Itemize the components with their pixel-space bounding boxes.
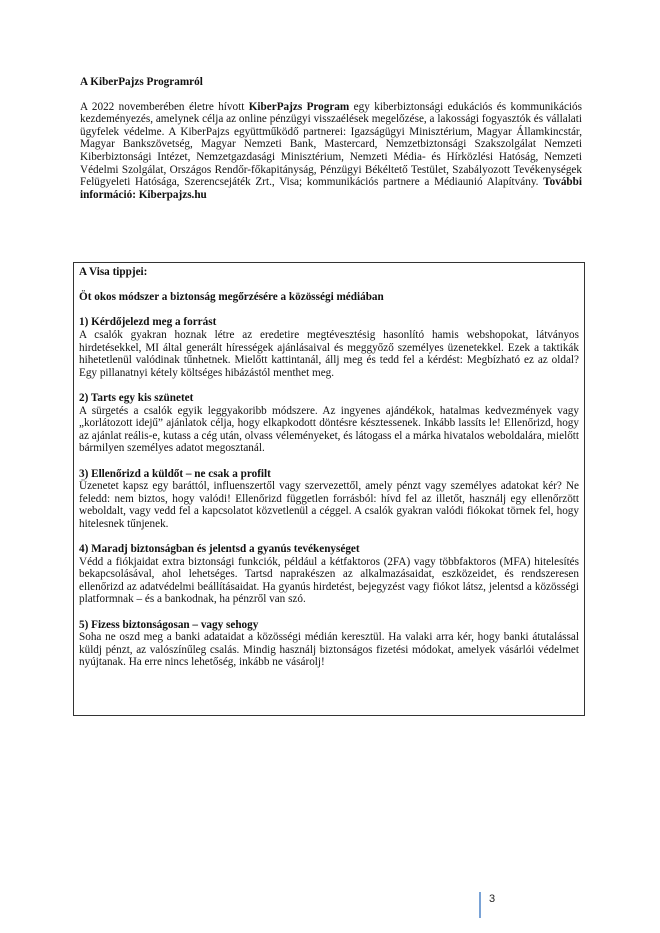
tip-text: A csalók gyakran hoznak létre az eredetire megtévesztésig hasonlító hamis webshopokat, látványos hirdetésekkel, MI által generált hírességek ajánlásaival és meggyőző személyes üzenetekkel. Ezek a taktikák hihetetlenül valódinak tűnhetnek. Mielőtt kattintanál, állj meg és tedd fel a kérdést: Megbízható ez az oldal? Egy pillanatnyi kétely költséges hibázástól menthet meg.	[79, 328, 579, 379]
tip-heading: 4) Maradj biztonságban és jelentsd a gyanús tevékenységet	[79, 543, 360, 556]
tip-item	[79, 468, 579, 531]
tip-heading: 2) Tarts egy kis szünetet	[79, 391, 194, 404]
more-info-link[interactable]: További információ: Kiberpajzs.hu	[80, 176, 582, 201]
tip-item	[79, 619, 579, 669]
tip-item	[79, 392, 579, 455]
tip-item	[79, 543, 579, 606]
tip-text: Üzenetet kapsz egy baráttól, influenszertől vagy szervezettől, amely pénzt vagy személyes adatokat kér? Ne feledd: nem biztos, hogy valódi! Ellenőrizd független forrásból: hívd fel az illetőt, használj egy ellenőrzött weboldalt, vagy vedd fel a kapcsolatot közvetlenül a céggel. A csalók gyakran valódi fiókokat törnek fel, hogy hitelesnek tűnjenek.	[79, 480, 579, 530]
tip-heading: 5) Fizess biztonságosan – vagy sehogy	[79, 618, 259, 631]
tip-heading: 3) Ellenőrizd a küldőt – ne csak a profilt	[79, 467, 271, 480]
about-text-prefix: A 2022 novemberében életre hívott	[80, 100, 249, 113]
about-section	[80, 76, 582, 201]
program-name: KiberPajzs Program	[248, 100, 350, 113]
tip-item	[79, 316, 579, 379]
about-text-body: egy kiberbiztonsági edukációs és kommunikációs kezdeményezés, amelynek célja az online pénzügyi visszaélések megelőzése, a lakossági fogyasztók és vállalati ügyfelek védelme. A KiberPajzs együttműködő partnerei: Igazságügyi Minisztérium, Magyar Államkincstár, Magyar Bankszövetség, Magyar Nemzeti Bank, Mastercard, Nemzetbiztonsági Szakszolgálat Nemzeti Kiberbiztonsági Intézet, Nemzetgazdasági Minisztérium, Nemzeti Média- és Hírközlési Hatóság, Nemzeti Védelmi Szolgálat, Országos Rendőr-főkapitányság, Pénzügyi Békéltető Testület, Szabályozott Tevékenységek Felügyeleti Hatósága, Szerencsejáték Zrt., Visa; kommunikációs partnere a Médiaunió Alapítvány.	[80, 100, 582, 189]
tip-heading: 1) Kérdőjelezd meg a forrást	[79, 316, 217, 329]
about-heading: A KiberPajzs Programról	[80, 76, 203, 88]
visa-tips-box	[73, 262, 585, 716]
about-paragraph	[80, 101, 582, 202]
page-number: 3	[479, 892, 495, 918]
tips-subtitle: Öt okos módszer a biztonság megőrzésére a közösségi médiában	[79, 291, 384, 304]
tips-box-title: A Visa tippjei:	[79, 266, 148, 278]
tip-text: Védd a fiókjaidat extra biztonsági funkciók, például a kétfaktoros (2FA) vagy többfaktoros (MFA) hitelesítés bekapcsolásával, ahol lehetséges. Tartsd naprakészen az alkalmazásaidat, eszközeidet, és rendszeresen ellenőrizd az adatvédelmi beállításaidat. Ha gyanús hirdetést, bejegyzést vagy fiókot látsz, jelentsd a közösségi platformnak – és a bankodnak, ha pénzről van szó.	[79, 555, 579, 606]
tip-text: Soha ne oszd meg a banki adataidat a közösségi médián keresztül. Ha valaki arra kér, hogy banki átutalással küldj pénzt, az valószínűleg csalás. Mindig használj biztonságos fizetési módokat, amelyek vásárlói védelmet nyújtanak. Ha erre nincs lehetőség, inkább ne vásárolj!	[79, 631, 579, 669]
tip-text: A sürgetés a csalók egyik leggyakoribb módszere. Az ingyenes ajándékok, hatalmas kedvezmények vagy „korlátozott idejű” ajánlatok célja, hogy elkapkodott döntésre késztessenek. Inkább lassíts le! Ellenőrizd, hogy az ajánlat reális-e, kutass a cég után, olvass véleményeket, és látogass el a márka hivatalos weboldalára, mielőtt bármilyen személyes adatot megosztanál.	[79, 404, 579, 455]
